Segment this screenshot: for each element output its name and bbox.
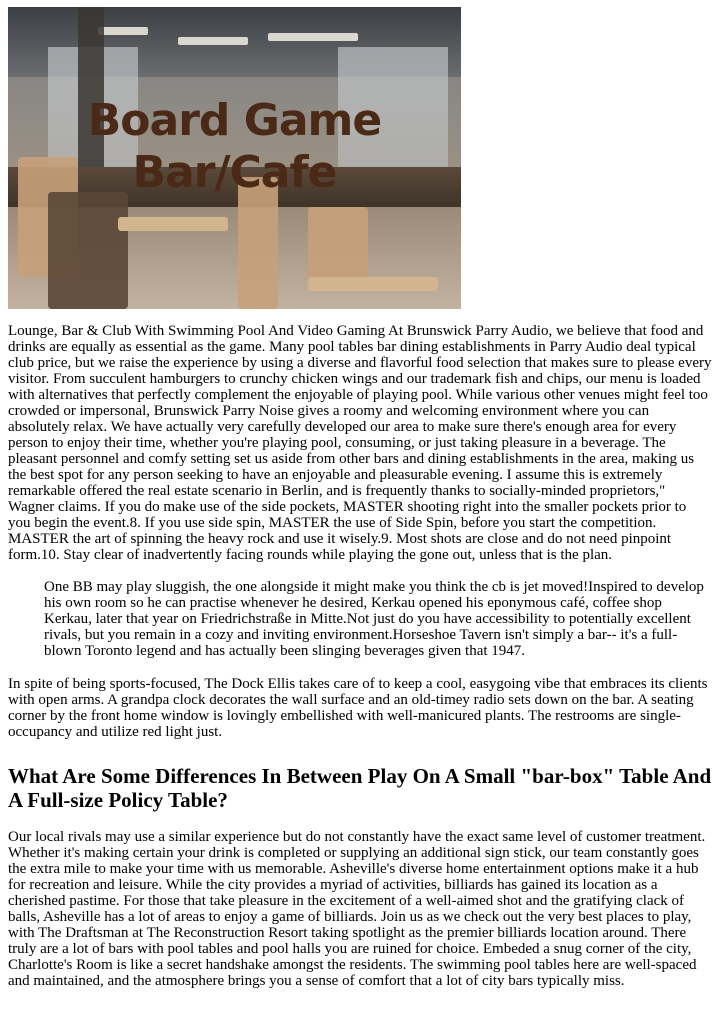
photo-light <box>268 33 358 41</box>
photo-chair <box>308 207 368 287</box>
photo-chair <box>48 192 128 309</box>
page <box>8 7 712 989</box>
article-paragraph-3: Our local rivals may use a similar experience but do not constantly have the exact same level of customer treatment. Whether it's making certain your drink is completed or supplying an additional sign stick, our team constantly goes the extra mile to make your time with us memorable. Asheville's diverse home entertainment options make it a hub for recreation and leisure. While the city provides a myriad of activities, billiards has gained its location as a cherished pastime. For those that take pleasure in the excitement of a well-aimed shot and the gratifying clack of balls, Asheville has a lot of areas to enjoy a game of billiards. Join us as we check out the very best places to play, with The Draftsman at The Reconstruction Resort taking spotlight as the premier billiards location around. There truly are a lot of bars with pool tables and pool halls you are ruined for choice. Embeded a snug corner of the city, Charlotte's Room is like a secret handshake amongst the residents. The swimming pool tables here are well-spaced and maintained, and the atmosphere brings you a sense of comfort that a lot of city bars typically miss. <box>8 829 706 989</box>
article-blockquote: One BB may play sluggish, the one alongside it might make you think the cb is jet moved!Inspired to develop his own room so he can practise whenever he desired, Kerkau opened his eponymous café, coffee shop Kerkau, later that year on Friedrichstraße in Mitte.Not just do you have accessibility to potentially excellent rivals, but you remain in a cozy and inviting environment.Horseshoe Tavern isn't simply a bar-- it's a full-blown Toronto legend and has actually been slinging beverages given that 1947. <box>44 579 704 659</box>
photo-table <box>308 277 438 291</box>
hero-title-line1: Board Game <box>87 95 382 146</box>
photo-light <box>178 37 248 45</box>
photo-light <box>98 27 148 35</box>
hero-title-line2: Bar/Cafe <box>132 147 337 198</box>
hero-image <box>8 7 461 309</box>
article-paragraph-1: Lounge, Bar & Club With Swimming Pool And Video Gaming At Brunswick Parry Audio, we believe that food and drinks are equally as essential as the game. Many pool tables bar dining establishments in Parry Audio deal typical club price, but we raise the experience by using a diverse and flavorful food selection that makes sure to please every visitor. From succulent hamburgers to crunchy chicken wings and our trademark fish and chips, our menu is loaded with alternatives that perfectly complement the enjoyable of playing pool. While various other venues might feel too crowded or impersonal, Brunswick Parry Noise gives a roomy and welcoming environment where you can absolutely relax. We have actually very carefully developed our area to make sure there's enough area for every person to enjoy their time, whether you're playing pool, consuming, or just taking pleasure in a beverage. The pleasant personnel and comfy setting set us aside from other bars and dining establishments in the area, making us the best spot for any person seeking to have an enjoyable and pleasurable evening. I assume this is extremely remarkable offered the real estate scenario in Berlin, and is frequently thanks to socially-minded proprietors," Wagner claims. If you do make use of the side pockets, MASTER shooting right into the smaller pockets prior to you begin the event.8. If you use side spin, MASTER the use of Side Spin, before you start the competition. MASTER the art of spinning the heavy rock and use it wisely.9. Most shots are close and do not need pinpoint form.10. Stay clear of inadvertently facing rounds while playing the gone out, unless that is the plan. <box>8 323 712 563</box>
section-heading: What Are Some Differences In Between Play On A Small "bar-box" Table And A Full-size Policy Table? <box>8 764 712 812</box>
photo-table <box>118 217 228 231</box>
article-paragraph-2: In spite of being sports-focused, The Dock Ellis takes care of to keep a cool, easygoing vibe that embraces its clients with open arms. A grandpa clock decorates the wall surface and an old-timey radio sets down on the bar. A seating corner by the front home window is lovingly embellished with well-manicured plants. The restrooms are single-occupancy and utilize red light just. <box>8 676 708 740</box>
hero-title <box>8 95 461 199</box>
